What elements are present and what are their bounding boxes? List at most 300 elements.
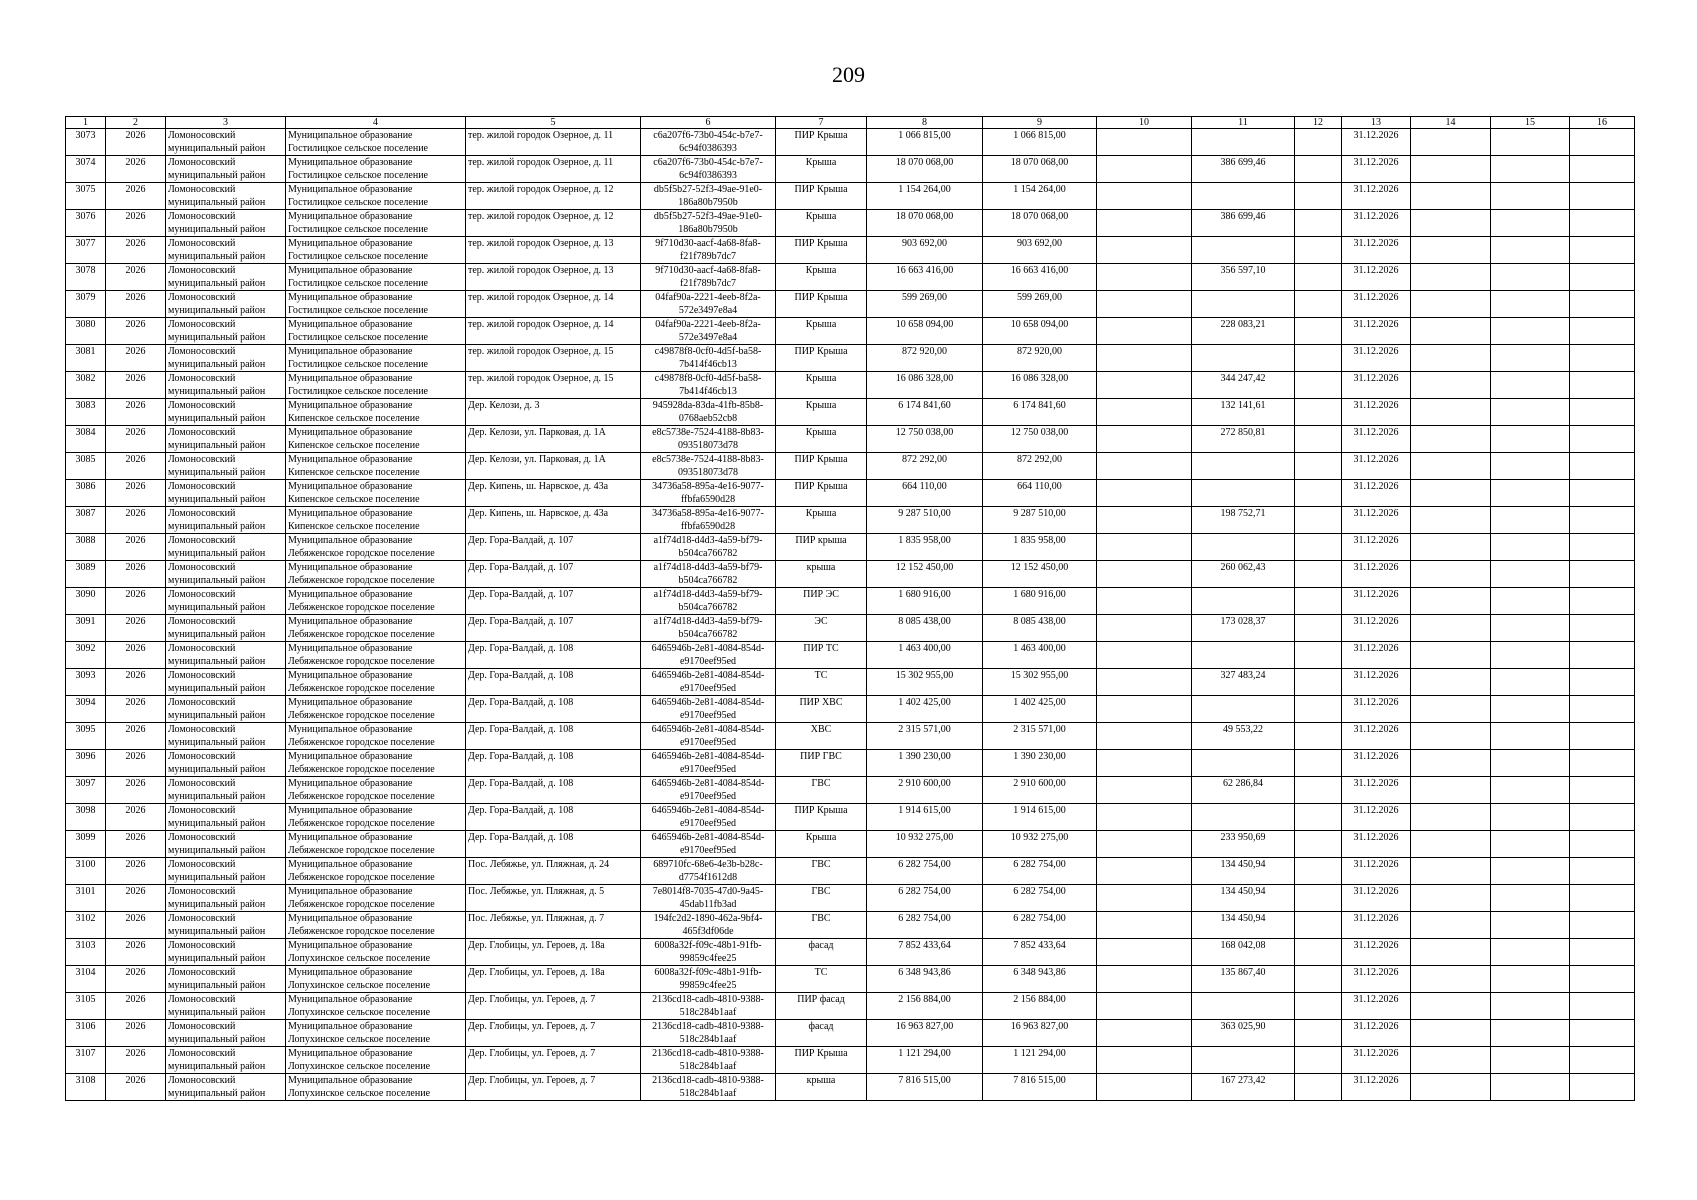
district-cell-line: Ломоносовский [168, 751, 236, 762]
table-row [66, 1047, 1635, 1074]
column-10-cell [1097, 426, 1192, 453]
district-cell-line: муниципальный район [168, 629, 266, 640]
column-number-cell: 8 [867, 117, 983, 129]
guid-cell-line: 093518073d78 [678, 467, 738, 478]
column-16-cell [1570, 210, 1635, 237]
guid-cell [641, 318, 776, 345]
column-15-cell [1491, 291, 1570, 318]
municipality-cell-line: Муниципальное образование [288, 778, 413, 789]
district-cell [166, 1074, 286, 1101]
column-10-cell [1097, 183, 1192, 210]
row-number-cell: 3076 [66, 210, 106, 237]
table-row [66, 723, 1635, 750]
column-12-cell [1295, 723, 1342, 750]
guid-cell-line: e8c5738e-7524-4188-8b83- [652, 454, 764, 465]
completion-date-cell: 31.12.2026 [1342, 858, 1411, 885]
district-cell-line: Ломоносовский [168, 1048, 236, 1059]
column-11-cell [1192, 642, 1295, 669]
column-15-cell [1491, 534, 1570, 561]
total-cost-cell: 599 269,00 [867, 291, 983, 318]
address-cell: Дер. Гора-Валдай, д. 107 [466, 615, 641, 642]
municipality-cell-line: Лопухинское сельское поселение [288, 953, 431, 964]
column-14-cell [1411, 372, 1491, 399]
column-number-cell: 14 [1411, 117, 1491, 129]
district-cell-line: муниципальный район [168, 926, 266, 937]
district-cell-line: муниципальный район [168, 980, 266, 991]
district-cell-line: Ломоносовский [168, 373, 236, 384]
work-type-cell: ПИР ГВС [776, 750, 867, 777]
district-cell-line: муниципальный район [168, 1007, 266, 1018]
column-16-cell [1570, 858, 1635, 885]
work-type-cell: Крыша [776, 831, 867, 858]
row-number-cell: 3102 [66, 912, 106, 939]
municipality-cell [286, 291, 466, 318]
municipality-cell [286, 831, 466, 858]
guid-cell [641, 966, 776, 993]
column-11-cell: 134 450,94 [1192, 858, 1295, 885]
district-cell-line: Ломоносовский [168, 670, 236, 681]
column-number-cell: 9 [983, 117, 1097, 129]
guid-cell-line: b504ca766782 [678, 629, 738, 640]
district-cell-line: муниципальный район [168, 413, 266, 424]
municipality-cell-line: Лебяженское городское поселение [288, 872, 435, 883]
column-12-cell [1295, 1020, 1342, 1047]
work-type-cell: ГВС [776, 777, 867, 804]
total-cost-cell: 1 121 294,00 [867, 1047, 983, 1074]
column-11-cell: 327 483,24 [1192, 669, 1295, 696]
guid-cell [641, 561, 776, 588]
year-cell: 2026 [106, 939, 166, 966]
row-number-cell: 3079 [66, 291, 106, 318]
municipality-cell [286, 939, 466, 966]
municipality-cell-line: Лебяженское городское поселение [288, 602, 435, 613]
district-cell-line: Ломоносовский [168, 454, 236, 465]
cost-cell: 599 269,00 [983, 291, 1097, 318]
guid-cell [641, 291, 776, 318]
column-11-cell: 135 867,40 [1192, 966, 1295, 993]
district-cell-line: Ломоносовский [168, 859, 236, 870]
address-cell: тер. жилой городок Озерное, д. 11 [466, 156, 641, 183]
address-cell: Дер. Келози, ул. Парковая, д. 1А [466, 426, 641, 453]
column-11-cell: 132 141,61 [1192, 399, 1295, 426]
district-cell [166, 912, 286, 939]
address-cell: тер. жилой городок Озерное, д. 15 [466, 345, 641, 372]
work-type-cell: Крыша [776, 264, 867, 291]
column-10-cell [1097, 156, 1192, 183]
municipality-cell [286, 318, 466, 345]
year-cell: 2026 [106, 723, 166, 750]
district-cell-line: муниципальный район [168, 224, 266, 235]
district-cell-line: Ломоносовский [168, 319, 236, 330]
total-cost-cell: 903 692,00 [867, 237, 983, 264]
municipality-cell-line: Муниципальное образование [288, 751, 413, 762]
column-16-cell [1570, 804, 1635, 831]
total-cost-cell: 10 932 275,00 [867, 831, 983, 858]
column-14-cell [1411, 453, 1491, 480]
row-number-cell: 3104 [66, 966, 106, 993]
row-number-cell: 3095 [66, 723, 106, 750]
district-cell [166, 615, 286, 642]
column-10-cell [1097, 1074, 1192, 1101]
cost-cell: 16 663 416,00 [983, 264, 1097, 291]
district-cell-line: Ломоносовский [168, 1021, 236, 1032]
column-14-cell [1411, 804, 1491, 831]
address-cell: Дер. Гора-Валдай, д. 108 [466, 723, 641, 750]
column-16-cell [1570, 615, 1635, 642]
column-12-cell [1295, 993, 1342, 1020]
municipality-cell-line: Лебяженское городское поселение [288, 845, 435, 856]
column-15-cell [1491, 453, 1570, 480]
completion-date-cell: 31.12.2026 [1342, 264, 1411, 291]
guid-cell [641, 1074, 776, 1101]
district-cell [166, 1020, 286, 1047]
guid-cell-line: 04faf90a-2221-4eeb-8f2a- [655, 319, 761, 330]
column-10-cell [1097, 669, 1192, 696]
completion-date-cell: 31.12.2026 [1342, 534, 1411, 561]
table-row [66, 453, 1635, 480]
column-11-cell: 173 028,37 [1192, 615, 1295, 642]
guid-cell-line: 465f3df06de [682, 926, 734, 937]
municipality-cell-line: Лебяженское городское поселение [288, 656, 435, 667]
district-cell-line: Ломоносовский [168, 211, 236, 222]
cost-cell: 7 852 433,64 [983, 939, 1097, 966]
column-16-cell [1570, 912, 1635, 939]
cost-cell: 12 152 450,00 [983, 561, 1097, 588]
column-11-cell [1192, 480, 1295, 507]
table-row [66, 210, 1635, 237]
column-16-cell [1570, 534, 1635, 561]
municipality-cell [286, 372, 466, 399]
column-12-cell [1295, 804, 1342, 831]
guid-cell-line: 186a80b7950b [678, 224, 738, 235]
guid-cell-line: e9170eef95ed [679, 845, 737, 856]
total-cost-cell: 10 658 094,00 [867, 318, 983, 345]
column-14-cell [1411, 237, 1491, 264]
total-cost-cell: 18 070 068,00 [867, 156, 983, 183]
column-14-cell [1411, 210, 1491, 237]
column-10-cell [1097, 534, 1192, 561]
guid-cell-line: 572e3497e8a4 [678, 332, 738, 343]
district-cell-line: муниципальный район [168, 359, 266, 370]
completion-date-cell: 31.12.2026 [1342, 291, 1411, 318]
row-number-cell: 3084 [66, 426, 106, 453]
district-cell-line: муниципальный район [168, 278, 266, 289]
municipality-cell-line: Лопухинское сельское поселение [288, 1034, 431, 1045]
table-row [66, 156, 1635, 183]
completion-date-cell: 31.12.2026 [1342, 129, 1411, 156]
column-12-cell [1295, 561, 1342, 588]
guid-cell-line: 6c94f0386393 [679, 143, 737, 154]
column-12-cell [1295, 939, 1342, 966]
column-10-cell [1097, 264, 1192, 291]
table-row [66, 399, 1635, 426]
work-type-cell: ПИР ТС [776, 642, 867, 669]
municipality-cell-line: Гостилицкое сельское поселение [288, 170, 428, 181]
district-cell-line: Ломоносовский [168, 400, 236, 411]
guid-cell [641, 264, 776, 291]
row-number-cell: 3086 [66, 480, 106, 507]
column-12-cell [1295, 399, 1342, 426]
work-type-cell: ТС [776, 669, 867, 696]
guid-cell [641, 426, 776, 453]
guid-cell [641, 642, 776, 669]
column-14-cell [1411, 183, 1491, 210]
address-cell: тер. жилой городок Озерное, д. 11 [466, 129, 641, 156]
column-10-cell [1097, 831, 1192, 858]
district-cell [166, 1047, 286, 1074]
completion-date-cell: 31.12.2026 [1342, 345, 1411, 372]
district-cell [166, 993, 286, 1020]
year-cell: 2026 [106, 426, 166, 453]
guid-cell-line: 6465946b-2e81-4084-854d- [651, 670, 765, 681]
column-16-cell [1570, 345, 1635, 372]
municipality-cell-line: Лебяженское городское поселение [288, 926, 435, 937]
year-cell: 2026 [106, 237, 166, 264]
page-number: 209 [832, 62, 865, 87]
column-12-cell [1295, 183, 1342, 210]
year-cell: 2026 [106, 291, 166, 318]
year-cell: 2026 [106, 750, 166, 777]
column-11-cell [1192, 1047, 1295, 1074]
year-cell: 2026 [106, 669, 166, 696]
district-cell-line: муниципальный район [168, 710, 266, 721]
address-cell: Дер. Кипень, ш. Нарвское, д. 43а [466, 480, 641, 507]
cost-cell: 6 348 943,86 [983, 966, 1097, 993]
total-cost-cell: 6 282 754,00 [867, 858, 983, 885]
table-row [66, 588, 1635, 615]
row-number-cell: 3103 [66, 939, 106, 966]
column-11-cell: 386 699,46 [1192, 210, 1295, 237]
cost-cell: 15 302 955,00 [983, 669, 1097, 696]
district-cell [166, 264, 286, 291]
row-number-cell: 3107 [66, 1047, 106, 1074]
column-12-cell [1295, 615, 1342, 642]
column-15-cell [1491, 264, 1570, 291]
cost-cell: 6 282 754,00 [983, 885, 1097, 912]
guid-cell [641, 696, 776, 723]
cost-cell: 1 066 815,00 [983, 129, 1097, 156]
municipality-cell-line: Гостилицкое сельское поселение [288, 197, 428, 208]
guid-cell [641, 453, 776, 480]
column-12-cell [1295, 426, 1342, 453]
row-number-cell: 3090 [66, 588, 106, 615]
table-row [66, 615, 1635, 642]
year-cell: 2026 [106, 453, 166, 480]
guid-cell-line: d7754f1612d8 [678, 872, 738, 883]
district-cell [166, 345, 286, 372]
column-14-cell [1411, 345, 1491, 372]
municipality-cell [286, 669, 466, 696]
column-15-cell [1491, 426, 1570, 453]
cost-cell: 1 680 916,00 [983, 588, 1097, 615]
municipality-cell-line: Муниципальное образование [288, 454, 413, 465]
completion-date-cell: 31.12.2026 [1342, 669, 1411, 696]
column-16-cell [1570, 642, 1635, 669]
district-cell-line: муниципальный район [168, 1088, 266, 1099]
completion-date-cell: 31.12.2026 [1342, 372, 1411, 399]
municipality-cell-line: Лебяженское городское поселение [288, 629, 435, 640]
cost-cell: 18 070 068,00 [983, 156, 1097, 183]
address-cell: тер. жилой городок Озерное, д. 15 [466, 372, 641, 399]
total-cost-cell: 1 835 958,00 [867, 534, 983, 561]
guid-cell-line: 572e3497e8a4 [678, 305, 738, 316]
address-cell: Дер. Глобицы, ул. Героев, д. 18а [466, 966, 641, 993]
guid-cell-line: 9f710d30-aacf-4a68-8fa8- [655, 265, 761, 276]
municipality-cell [286, 534, 466, 561]
completion-date-cell: 31.12.2026 [1342, 210, 1411, 237]
cost-cell: 1 463 400,00 [983, 642, 1097, 669]
column-10-cell [1097, 129, 1192, 156]
row-number-cell: 3098 [66, 804, 106, 831]
column-15-cell [1491, 156, 1570, 183]
year-cell: 2026 [106, 1020, 166, 1047]
work-type-cell: ГВС [776, 885, 867, 912]
guid-cell-line: a1f74d18-d4d3-4a59-bf79- [653, 616, 763, 627]
guid-cell-line: db5f5b27-52f3-49ae-91e0- [653, 184, 763, 195]
year-cell: 2026 [106, 804, 166, 831]
table-body [66, 117, 1635, 1101]
column-14-cell [1411, 156, 1491, 183]
column-15-cell [1491, 615, 1570, 642]
year-cell: 2026 [106, 966, 166, 993]
column-14-cell [1411, 426, 1491, 453]
year-cell: 2026 [106, 534, 166, 561]
column-14-cell [1411, 858, 1491, 885]
district-cell-line: Ломоносовский [168, 832, 236, 843]
district-cell-line: муниципальный район [168, 845, 266, 856]
column-16-cell [1570, 129, 1635, 156]
guid-cell-line: 689710fc-68e6-4e3b-b28c- [653, 859, 763, 870]
municipality-cell-line: Муниципальное образование [288, 265, 413, 276]
column-14-cell [1411, 831, 1491, 858]
municipality-cell-line: Муниципальное образование [288, 859, 413, 870]
guid-cell-line: 093518073d78 [678, 440, 738, 451]
column-15-cell [1491, 804, 1570, 831]
year-cell: 2026 [106, 588, 166, 615]
column-16-cell [1570, 669, 1635, 696]
guid-cell [641, 129, 776, 156]
municipality-cell-line: Гостилицкое сельское поселение [288, 224, 428, 235]
municipality-cell-line: Муниципальное образование [288, 616, 413, 627]
municipality-cell [286, 264, 466, 291]
guid-cell-line: 518c284b1aaf [679, 1034, 737, 1045]
table-row [66, 831, 1635, 858]
column-15-cell [1491, 237, 1570, 264]
municipality-cell [286, 183, 466, 210]
total-cost-cell: 872 920,00 [867, 345, 983, 372]
municipality-cell-line: Муниципальное образование [288, 184, 413, 195]
table-row [66, 237, 1635, 264]
column-15-cell [1491, 696, 1570, 723]
district-cell-line: муниципальный район [168, 170, 266, 181]
municipality-cell [286, 561, 466, 588]
column-11-cell [1192, 534, 1295, 561]
row-number-cell: 3073 [66, 129, 106, 156]
completion-date-cell: 31.12.2026 [1342, 966, 1411, 993]
district-cell-line: Ломоносовский [168, 130, 236, 141]
guid-cell-line: c49878f8-0cf0-4d5f-ba58- [654, 346, 762, 357]
completion-date-cell: 31.12.2026 [1342, 804, 1411, 831]
column-12-cell [1295, 696, 1342, 723]
guid-cell-line: 7e8014f8-7035-47d0-9a45- [652, 886, 764, 897]
municipality-cell-line: Лебяженское городское поселение [288, 737, 435, 748]
municipality-cell [286, 237, 466, 264]
district-cell-line: муниципальный район [168, 1061, 266, 1072]
cost-cell: 7 816 515,00 [983, 1074, 1097, 1101]
row-number-cell: 3083 [66, 399, 106, 426]
column-10-cell [1097, 858, 1192, 885]
district-cell-line: Ломоносовский [168, 940, 236, 951]
guid-cell-line: b504ca766782 [678, 548, 738, 559]
work-type-cell: ТС [776, 966, 867, 993]
district-cell [166, 480, 286, 507]
guid-cell-line: 2136cd18-cadb-4810-9388- [652, 1021, 764, 1032]
total-cost-cell: 16 663 416,00 [867, 264, 983, 291]
district-cell-line: Ломоносовский [168, 886, 236, 897]
municipality-cell [286, 210, 466, 237]
column-10-cell [1097, 291, 1192, 318]
total-cost-cell: 1 402 425,00 [867, 696, 983, 723]
work-type-cell: ПИР Крыша [776, 129, 867, 156]
address-cell: тер. жилой городок Озерное, д. 14 [466, 318, 641, 345]
guid-cell [641, 615, 776, 642]
guid-cell-line: 0768aeb52cb8 [678, 413, 738, 424]
municipality-cell-line: Муниципальное образование [288, 670, 413, 681]
column-12-cell [1295, 318, 1342, 345]
column-11-cell: 167 273,42 [1192, 1074, 1295, 1101]
table-row [66, 696, 1635, 723]
column-15-cell [1491, 777, 1570, 804]
column-14-cell [1411, 696, 1491, 723]
completion-date-cell: 31.12.2026 [1342, 642, 1411, 669]
column-15-cell [1491, 372, 1570, 399]
district-cell-line: Ломоносовский [168, 157, 236, 168]
column-15-cell [1491, 642, 1570, 669]
column-16-cell [1570, 318, 1635, 345]
work-type-cell: Крыша [776, 210, 867, 237]
table-row [66, 1074, 1635, 1101]
work-type-cell: ПИР ХВС [776, 696, 867, 723]
column-16-cell [1570, 237, 1635, 264]
district-cell-line: Ломоносовский [168, 562, 236, 573]
row-number-cell: 3085 [66, 453, 106, 480]
municipality-cell-line: Муниципальное образование [288, 292, 413, 303]
table-row [66, 750, 1635, 777]
cost-cell: 10 658 094,00 [983, 318, 1097, 345]
completion-date-cell: 31.12.2026 [1342, 507, 1411, 534]
row-number-cell: 3080 [66, 318, 106, 345]
column-15-cell [1491, 939, 1570, 966]
row-number-cell: 3092 [66, 642, 106, 669]
row-number-cell: 3088 [66, 534, 106, 561]
guid-cell [641, 723, 776, 750]
column-11-cell: 233 950,69 [1192, 831, 1295, 858]
district-cell [166, 885, 286, 912]
column-16-cell [1570, 480, 1635, 507]
row-number-cell: 3081 [66, 345, 106, 372]
total-cost-cell: 6 174 841,60 [867, 399, 983, 426]
column-14-cell [1411, 129, 1491, 156]
municipality-cell-line: Муниципальное образование [288, 724, 413, 735]
work-type-cell: ПИР фасад [776, 993, 867, 1020]
guid-cell-line: ffbfa6590d28 [680, 521, 736, 532]
district-cell-line: муниципальный район [168, 467, 266, 478]
column-14-cell [1411, 939, 1491, 966]
address-cell: тер. жилой городок Озерное, д. 12 [466, 183, 641, 210]
column-11-cell [1192, 696, 1295, 723]
column-10-cell [1097, 939, 1192, 966]
municipality-cell-line: Муниципальное образование [288, 481, 413, 492]
